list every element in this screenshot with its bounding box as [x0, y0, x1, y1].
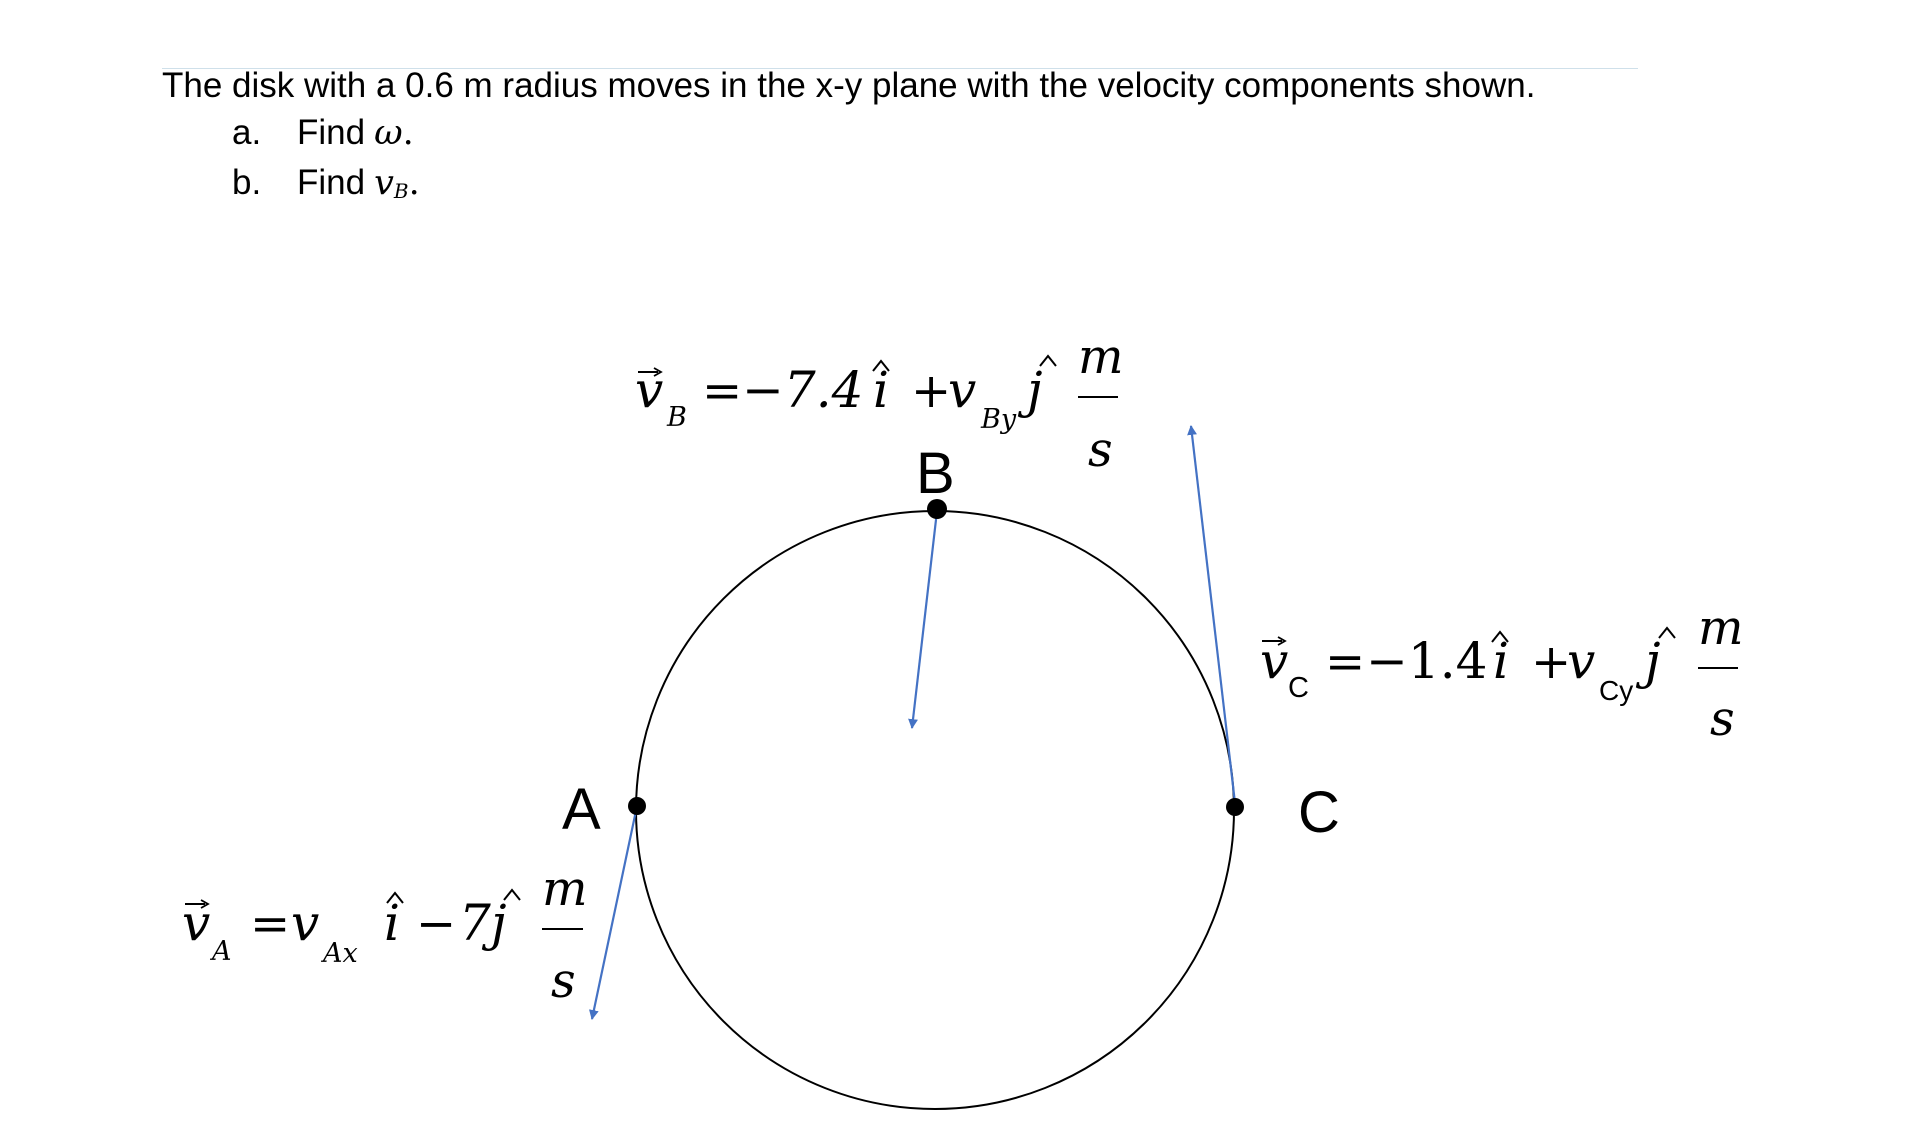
task-b-symbol-subscript: B — [393, 179, 409, 203]
task-b-end: . — [408, 163, 420, 203]
va-component-subscript: Ax — [323, 938, 358, 969]
vc-unit-denominator: s — [1710, 691, 1735, 747]
task-a-symbol: ω — [374, 113, 403, 153]
vc-subscript: C — [1288, 672, 1309, 704]
vc-j-hat-icon — [1659, 628, 1675, 638]
va-unit-j: j — [491, 894, 507, 952]
task-b-marker: b. — [232, 163, 262, 202]
vb-equals: = — [702, 363, 743, 419]
va-unit-denominator: s — [551, 953, 576, 1009]
problem-statement: The disk with a 0.6 m radius moves in the x-y plane with the velocity components shown. — [162, 66, 1536, 105]
point-label-a: A — [562, 777, 601, 842]
va-symbol: v — [182, 894, 211, 952]
point-a-dot — [628, 797, 646, 815]
vc-component-subscript: Cy — [1599, 675, 1634, 706]
vb-symbol: v — [635, 361, 664, 419]
equation-vc — [1260, 600, 1744, 747]
point-label-c: C — [1298, 780, 1340, 845]
equation-vb — [635, 329, 1124, 478]
task-a-marker: a. — [232, 113, 262, 152]
vc-unit-i: i — [1493, 632, 1509, 690]
va-minus: − — [416, 896, 457, 952]
disk-circle — [636, 511, 1234, 1109]
point-c-dot — [1226, 798, 1244, 816]
va-unit-numerator: m — [542, 861, 588, 917]
va-j-coefficient: 7 — [459, 894, 491, 952]
task-b-word: Find — [297, 163, 366, 202]
vc-plus: + — [1531, 634, 1572, 690]
vb-component: v — [948, 361, 977, 419]
task-a-word: Find — [297, 113, 366, 152]
velocity-arrow-b — [912, 511, 937, 728]
vb-unit-numerator: m — [1078, 329, 1124, 385]
point-label-b: B — [916, 441, 955, 506]
vb-component-subscript: By — [981, 404, 1017, 435]
va-component: v — [291, 894, 320, 952]
vc-symbol: v — [1260, 632, 1289, 690]
task-b-symbol-main: v — [374, 163, 394, 203]
va-unit-i: i — [384, 894, 400, 952]
vc-unit-j: j — [1645, 632, 1661, 690]
va-subscript: A — [212, 936, 232, 967]
vb-plus: + — [911, 363, 952, 419]
vb-unit-j: j — [1027, 361, 1043, 419]
vb-unit-denominator: s — [1088, 422, 1113, 478]
vc-i-coefficient: −1.4 — [1366, 632, 1488, 690]
vc-component: v — [1567, 632, 1596, 690]
velocity-arrow-c — [1191, 426, 1235, 803]
vc-equals: = — [1325, 634, 1366, 690]
vc-unit-numerator: m — [1698, 600, 1744, 656]
task-a-end: . — [402, 113, 414, 153]
vb-unit-i: i — [873, 361, 889, 419]
equation-va — [182, 861, 588, 1009]
vb-subscript: B — [667, 402, 687, 433]
vb-i-coefficient: −7.4 — [742, 361, 864, 419]
va-equals: = — [250, 896, 291, 952]
